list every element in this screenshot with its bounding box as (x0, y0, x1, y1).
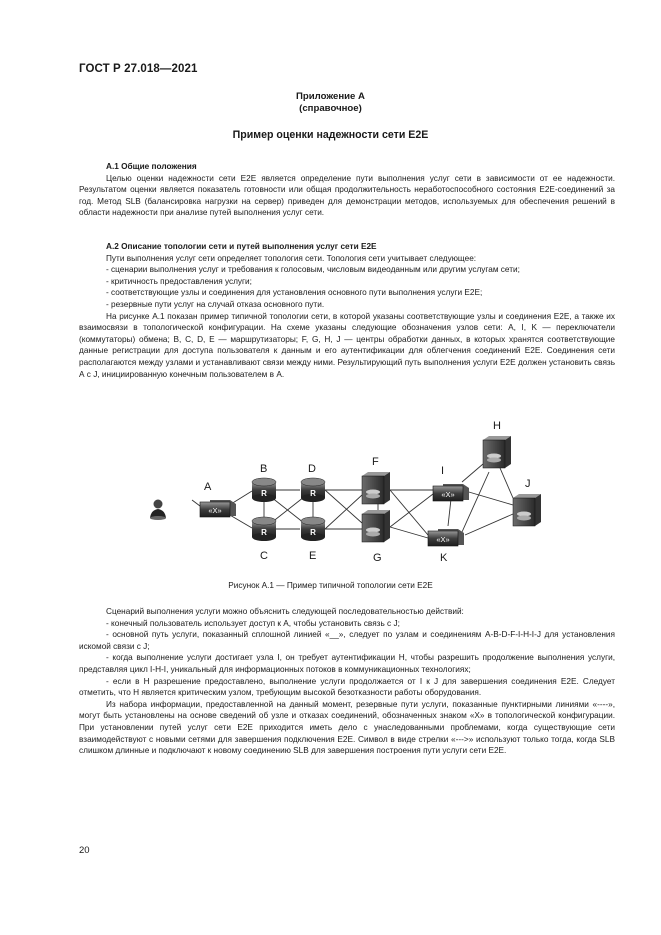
list-item: - основной путь услуги, показанный сплошной линией «__», следует по узлам и соединениям A-B-D-F-I-H-I-J для установления искомой связи с J; (79, 630, 615, 651)
appendix-subtitle: (справочное) (299, 103, 362, 114)
node-label-e: E (309, 550, 317, 562)
list-item: - если в H разрешение предоставлено, выполнение услуги продолжается от I к J для завершения соединения E2E. Следует отметить, что H является критическим узлом, требующим высокой безотказности работы оборудования. (79, 676, 615, 698)
data-center-j-icon (513, 494, 541, 526)
switch-glyph: «X» (436, 535, 450, 544)
router-glyph: R (310, 489, 316, 498)
list-item: - резервные пути услуг на случай отказа основного пути. (106, 299, 325, 309)
router-glyph: R (310, 528, 316, 537)
node-label-a: A (204, 481, 212, 493)
end-user-icon (150, 500, 166, 521)
router-glyph: R (261, 489, 267, 498)
node-label-k: K (440, 552, 448, 564)
router-c-icon (252, 517, 276, 541)
node-label-g: G (373, 552, 382, 564)
paragraph: Целью оценки надежности сети E2E является определение пути выполнения услуг сети в зависимости от ее надежности. Результатом оценки является показатель готовности или общая продолжительность неработоспособного состояния E2E-соединений за год. Метод SLB (балансировка нагрузки на сервер) приведен для демонстрации методов, используемых для обеспечения решений в области надежности при анализе путей выполнения услуг сети. (79, 173, 615, 218)
paragraph: Из набора информации, предоставленной на данный момент, резервные пути услуги, показанные пунктирными линиями «----», могут быть установлены на основе сведений об узле и отказах соединений, обозначенных знаком «X» в топологической конфигурации. При установлении путей услуг сети E2E приходится иметь дело с унаследованными проблемами, когда существующие сети взаимодействуют с новыми сетями для завершения подключения E2E. Символ в виде стрелки «--->» используют только тогда, когда SLB слишком длинные и подключают к новому соединению SLB для завершения построения пути услуги сети E2E. (79, 699, 615, 756)
router-b-icon (252, 478, 276, 502)
paragraph: На рисунке А.1 показан пример типичной топологии сети, в которой указаны соответствующие узлы и соединения E2E, а также их взаимосвязи в топологической конфигурации. На схеме указаны следующие обозначения узлов сети: A, I, K — переключатели (коммутаторы) обмена; B, C, D, E — маршрутизаторы; F, G, H, J — центры обработки данных, в которых хранятся соответствующие данные регистрации для доступа пользователя к данным и его аутентификации для облегчения соединений E2E. Соединения сети располагаются между узлами и устанавливают связи между ними. Результирующий путь выполнения услуги E2E должен установить связь А с J, инициированную конечным пользователем в А. (79, 311, 615, 379)
section-topology (79, 241, 615, 380)
data-center-f-icon (362, 472, 390, 504)
section-heading: А.2 Описание топологии сети и путей выполнения услуг сети E2E (106, 242, 377, 251)
standard-number: ГОСТ Р 27.018—2021 (79, 63, 198, 75)
switch-glyph: «X» (208, 506, 222, 515)
appendix-main-title: Пример оценки надежности сети E2E (232, 129, 429, 141)
switch-i-icon (433, 484, 469, 501)
section-scenario (79, 606, 615, 757)
node-label-h: H (493, 420, 501, 432)
node-label-j: J (525, 478, 531, 490)
list-item: - критичность предоставления услуги; (106, 276, 252, 286)
appendix-title: Приложение А (296, 91, 365, 102)
page-number: 20 (79, 845, 90, 856)
router-glyph: R (261, 528, 267, 537)
node-label-i: I (441, 465, 445, 477)
paragraph: Пути выполнения услуг сети определяет топология сети. Топология сети учитывает следующее: (106, 253, 477, 263)
figure-caption: Рисунок А.1 — Пример типичной топологии сети E2E (228, 581, 433, 590)
switch-k-icon (428, 529, 464, 546)
list-item: - сценарии выполнения услуг и требования к голосовым, числовым видеоданным или другим услугам сети; (106, 265, 520, 275)
node-label-b: B (260, 463, 268, 475)
router-e-icon (301, 517, 325, 541)
node-label-d: D (308, 463, 316, 475)
network-links (192, 464, 513, 538)
data-center-h-icon (483, 436, 511, 468)
router-d-icon (301, 478, 325, 502)
node-label-f: F (372, 456, 379, 468)
network-topology-diagram (140, 410, 560, 575)
node-label-c: C (260, 550, 268, 562)
switch-a-icon (200, 500, 236, 517)
list-item: - конечный пользователь использует доступ к А, чтобы установить связь с J; (106, 618, 400, 628)
list-item: - соответствующие узлы и соединения для установления основного пути выполнения услуги E2E; (106, 288, 483, 298)
paragraph: Сценарий выполнения услуги можно объяснить следующей последовательностью действий: (106, 607, 464, 616)
switch-glyph: «X» (441, 490, 455, 499)
section-heading: А.1 Общие положения (106, 162, 197, 171)
data-center-g-icon (362, 510, 390, 542)
list-item: - когда выполнение услуги достигает узла I, он требует аутентификации H, чтобы разрешить продолжение выполнения услуги, представляя цикл I-H-I, уникальный для информационных потоков в коммуникационных технологиях; (79, 653, 615, 674)
section-general (79, 161, 615, 219)
